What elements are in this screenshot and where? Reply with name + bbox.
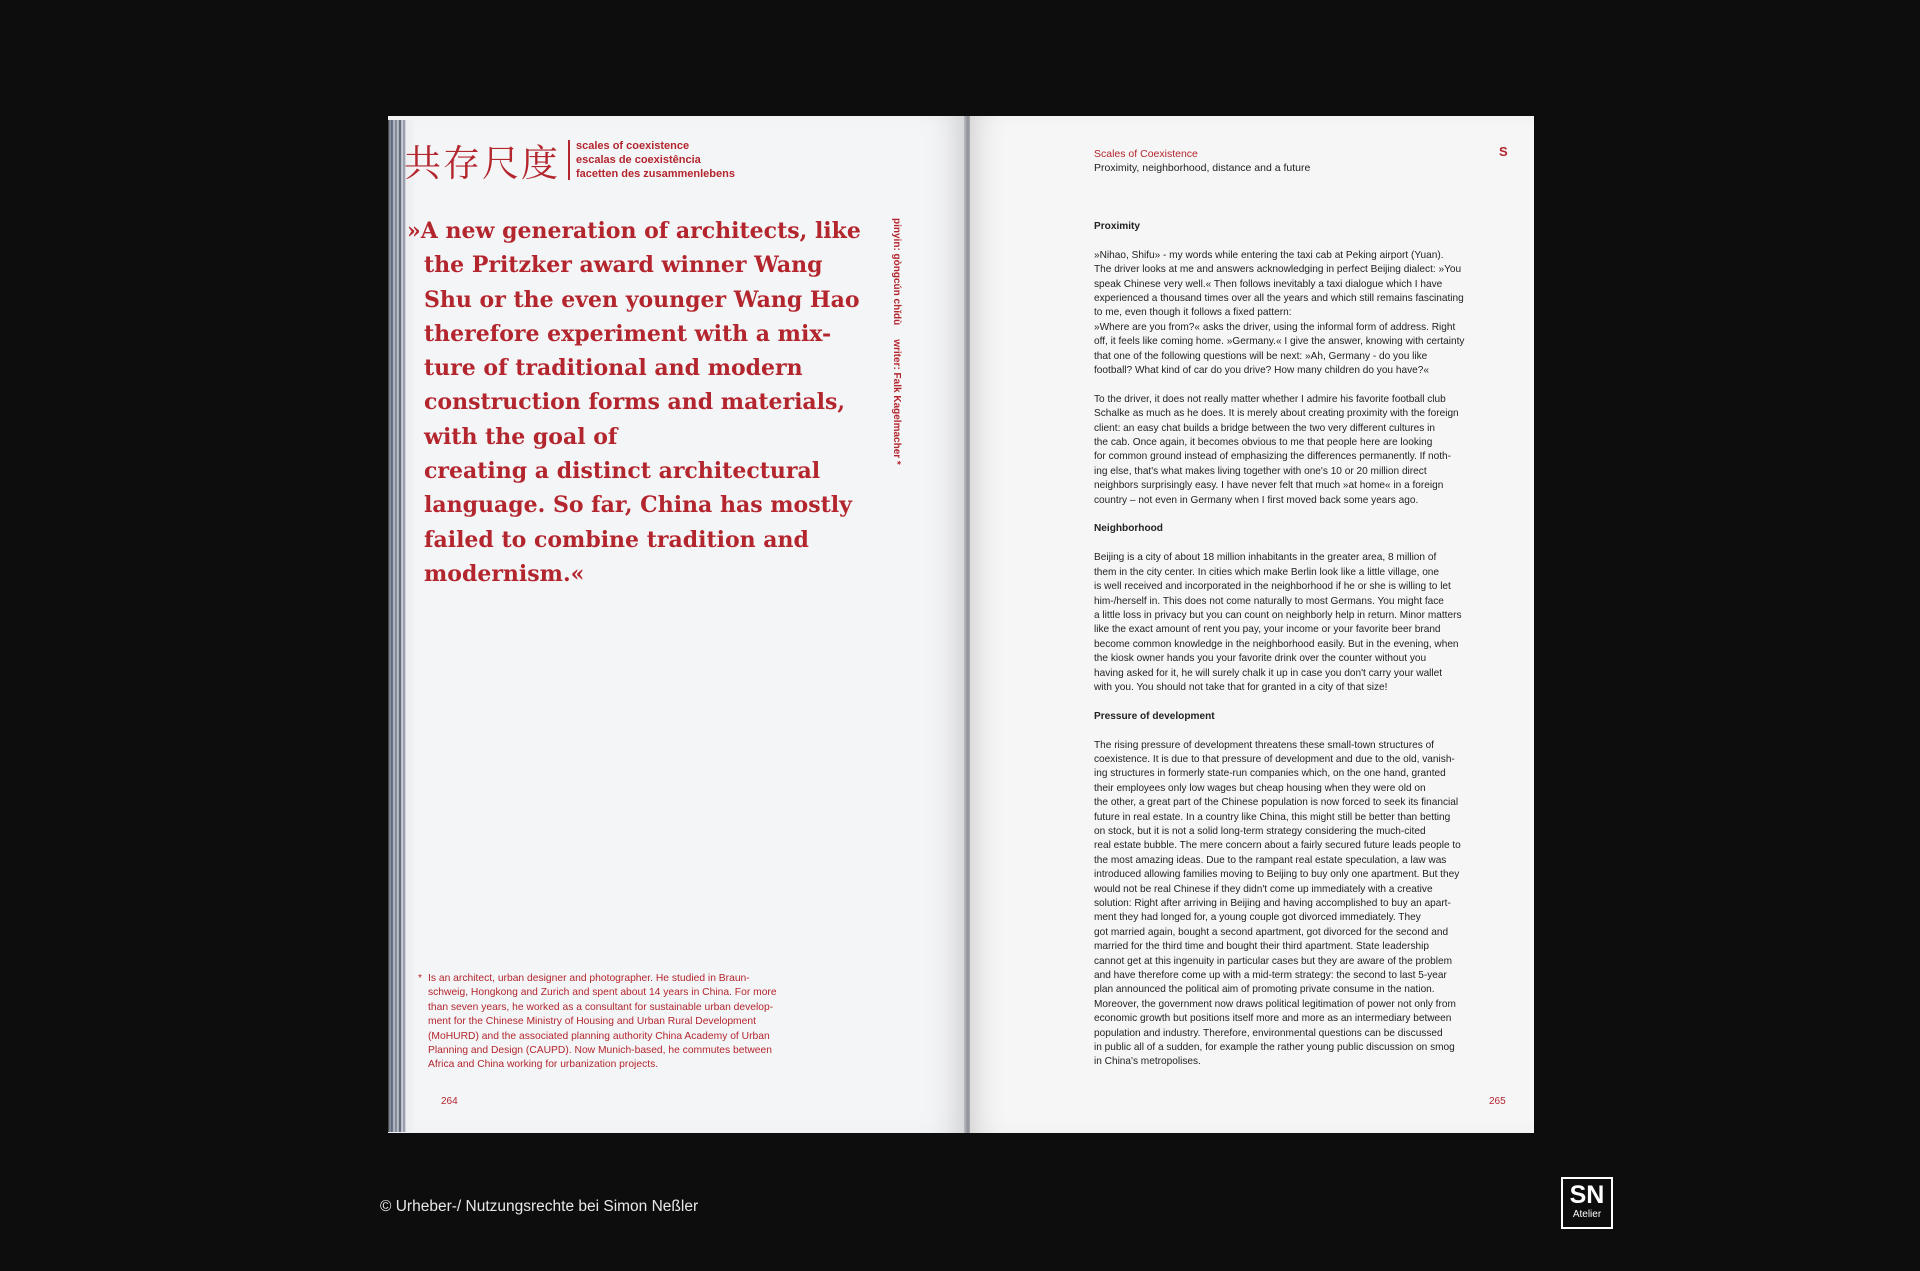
quote-line: construction forms and materials,: [424, 389, 846, 416]
footnote-line: than seven years, he worked as a consultant for sustainable urban develop-: [428, 1001, 774, 1013]
body-line: in China's metropolises.: [1094, 1056, 1201, 1068]
quote-line: with the goal of: [424, 423, 618, 450]
page-number-left: 264: [441, 1096, 458, 1107]
body-line: ing else, that's what makes living together with one's 10 or 20 million direct: [1094, 465, 1427, 477]
page-number-right: 265: [1489, 1096, 1506, 1107]
article-body: [1094, 220, 1512, 1084]
vertical-credits: [890, 218, 902, 488]
header-subtitles: [576, 139, 735, 181]
right-page-header: [1094, 147, 1310, 175]
running-subtitle: Proximity, neighborhood, distance and a future: [1094, 162, 1311, 174]
pull-quote: [407, 214, 880, 591]
pinyin-label: pinyin: gòngcún chǐdù: [891, 218, 902, 326]
sn-atelier-logo: [1561, 1177, 1613, 1229]
body-line: that one of the following questions will be next: »Ah, Germany - do you like: [1094, 350, 1428, 362]
body-line: solution: Right after arriving in Beijing and having accomplished to buy an apart-: [1094, 898, 1451, 909]
body-line: coexistence. It is due to that pressure of development and due to the old, vanish-: [1094, 753, 1455, 765]
body-line: The driver looks at me and answers acknowledging in perfect Beijing dialect: »You: [1094, 264, 1462, 276]
body-line: cannot get at this ingenuity in particular cases but they are aware of the problem: [1094, 955, 1452, 967]
footnote-line: Planning and Design (CAUPD). Now Munich-based, he commutes between: [428, 1045, 772, 1057]
quote-line: modernism.«: [424, 560, 585, 587]
section-heading: Pressure of development: [1094, 710, 1215, 722]
subtitle-english: scales of coexistence: [576, 140, 690, 152]
body-line: married for the third time and bought their third apartment. State leadership: [1094, 941, 1429, 953]
body-line: like the exact amount of rent you pay, your income or your favorite beer brand: [1094, 624, 1441, 636]
body-line: the cab. Once again, it becomes obvious to me that people here are looking: [1094, 437, 1433, 449]
section-heading: Neighborhood: [1094, 523, 1163, 535]
logo-initials: SN: [1569, 1181, 1605, 1209]
quote-line: the Pritzker award winner Wang: [424, 252, 823, 279]
footnote-asterisk: *: [418, 973, 423, 984]
section-letter: S: [1499, 144, 1508, 159]
footnote-line: Is an architect, urban designer and photographer. He studied in Braun-: [428, 973, 750, 984]
footnote-line: schweig, Hongkong and Zurich and spent about 14 years in China. For more: [428, 987, 777, 999]
subtitle-german: facetten des zusammenlebens: [576, 168, 735, 180]
quote-line: »A new generation of architects, like: [407, 218, 861, 244]
body-line: become common knowledge in the neighborhood easily. But in the evening, when: [1094, 638, 1459, 650]
body-line: a little loss in privacy but you can count on neighborly help in return. Minor matters: [1094, 609, 1462, 621]
quote-line: failed to combine tradition and: [424, 526, 809, 553]
body-line: got married again, bought a second apartment, got divorced for the second and: [1094, 926, 1449, 938]
body-line: real estate bubble. The mere concern about a fairly secured future leads people to: [1094, 840, 1461, 852]
body-line: introduced allowing families moving to Beijing to buy only one apartment. But they: [1094, 869, 1460, 881]
body-line: football? What kind of car do you drive? How many children do you have?«: [1094, 365, 1429, 377]
quote-line: creating a distinct architectural: [424, 458, 821, 485]
body-line: them in the city center. In cities which make Berlin look like a little village, one: [1094, 566, 1440, 578]
left-page-header: [404, 138, 735, 185]
body-line: the kiosk owner hands you your favorite drink over the counter without you: [1094, 653, 1427, 665]
body-line: ment they had longed for, a young couple got divorced immediately. They: [1094, 912, 1421, 924]
footnote-line: Africa and China working for urbanization projects.: [428, 1059, 659, 1071]
logo-subtitle: Atelier: [1572, 1209, 1602, 1220]
body-line: »Where are you from?« asks the driver, using the informal form of address. Right: [1094, 321, 1456, 333]
section-heading: Proximity: [1094, 221, 1140, 232]
writer-label: writer: Falk Kagelmacher *: [891, 339, 902, 465]
quote-line: ture of traditional and modern: [424, 355, 803, 382]
body-line: is well received and incorporated in the neighborhood if he or she is willing to let: [1094, 581, 1451, 593]
body-line: would not be real Chinese if they didn't come up immediately with a creative: [1094, 883, 1433, 895]
body-line: The rising pressure of development threatens these small-town structures of: [1094, 739, 1434, 751]
copyright-notice: © Urheber-/ Nutzungsrechte bei Simon Neßler: [380, 1198, 699, 1215]
body-line: future in real estate. In a country like China, this might still be better than betting: [1094, 811, 1451, 823]
body-line: with you. You should not take that for granted in a city of that size!: [1094, 681, 1388, 693]
footnote-line: ment for the Chinese Ministry of Housing and Urban Rural Development: [428, 1016, 756, 1028]
quote-line: Shu or the even younger Wang Hao: [424, 286, 860, 313]
body-line: client: an easy chat builds a bridge between the two very different cultures in: [1094, 422, 1435, 434]
body-line: speak Chinese very well.« Then follows inevitably a taxi dialogue which I have: [1094, 278, 1443, 290]
body-line: neighbors surprisingly easy. I have never felt that much »at home« in a foreign: [1094, 480, 1444, 492]
body-line: plan announced the political aim of promoting private consume in the nation.: [1094, 984, 1435, 996]
body-line: economic growth but positions itself more and more as an intermediary between: [1094, 1013, 1452, 1025]
body-line: »Nihao, Shifu» - my words while entering the taxi cab at Peking airport (Yuan).: [1094, 249, 1444, 261]
body-line: the most amazing ideas. Due to the rampant real estate speculation, a law was: [1094, 854, 1447, 866]
body-line: in public all of a sudden, for example the rather young public discussion on smog: [1094, 1042, 1455, 1054]
body-line: him-/herself in. This does not come naturally to most Germans. You might face: [1094, 595, 1444, 607]
body-line: and have therefore come up with a mid-term strategy: the second to last 5-year: [1094, 970, 1447, 982]
body-line: Moreover, the government now draws political legitimation of power not only from: [1094, 998, 1456, 1010]
author-footnote: [418, 972, 868, 1073]
page-edges: [388, 120, 414, 1132]
quote-line: therefore experiment with a mix-: [424, 320, 832, 347]
body-line: off, it feels like coming home. »Germany.« I give the answer, knowing with certainty: [1094, 336, 1465, 348]
body-line: population and industry. Therefore, environmental questions can be discussed: [1094, 1027, 1443, 1039]
subtitle-portuguese: escalas de coexistência: [576, 154, 701, 166]
body-line: experienced a thousand times over all the years and which still remains fascinating: [1094, 293, 1464, 305]
body-line: Schalke as much as he does. It is merely about creating proximity with the foreign: [1094, 408, 1459, 420]
quote-line: language. So far, China has mostly: [424, 492, 852, 519]
body-line: on stock, but it is not a solid long-term strategy considering the much-cited: [1094, 825, 1426, 837]
body-line: having asked for it, he will surely chalk it up in case you don't carry your wallet: [1094, 667, 1443, 679]
body-line: Beijing is a city of about 18 million inhabitants in the greater area, 8 million of: [1094, 552, 1437, 564]
body-line: the other, a great part of the Chinese population is now forced to seek its financial: [1094, 797, 1459, 809]
footnote-line: (MoHURD) and the associated planning authority China Academy of Urban: [428, 1030, 770, 1042]
body-line: ing structures in formerly state-run companies which, on the one hand, granted: [1094, 768, 1446, 780]
running-title: Scales of Coexistence: [1094, 148, 1198, 160]
body-line: to me, even though it follows a fixed pattern:: [1094, 307, 1292, 319]
body-line: To the driver, it does not really matter whether I admire his favorite football club: [1094, 393, 1446, 405]
header-divider: [568, 140, 570, 180]
body-line: country – not even in Germany when I first moved back some years ago.: [1094, 494, 1419, 506]
body-line: their employees only low wages but cheap housing when they were old on: [1094, 782, 1426, 794]
body-line: for common ground instead of emphasizing the differences permanently. If noth-: [1094, 451, 1452, 463]
chinese-title: 共存尺度: [404, 142, 560, 185]
